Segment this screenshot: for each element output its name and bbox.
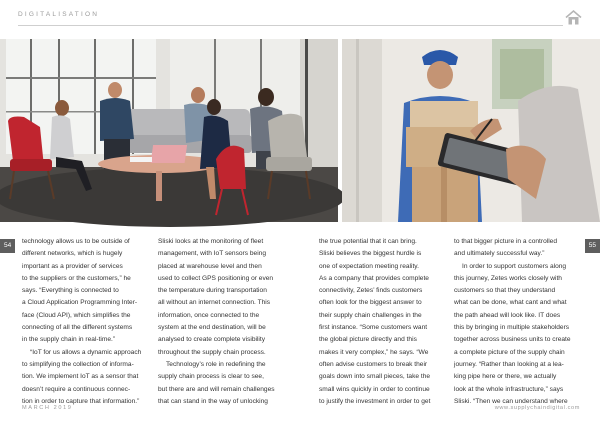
page-number-left: 54 [0, 239, 15, 253]
page-number-right: 55 [585, 239, 600, 253]
office-meeting-photo [0, 39, 338, 249]
article-column-1 [22, 236, 146, 408]
header-rule [18, 25, 563, 26]
column-4-paragraph-1: to that bigger picture in a controlled and ultimately successful way.” [454, 238, 557, 258]
footer-date: MARCH 2019 [22, 405, 73, 411]
article-column-3 [319, 236, 443, 408]
column-1-paragraph-1: technology allows us to be outside of different networks, which is hugely important as a provider of services to the suppliers or the customers,” he says. “Everything is connected to a Cloud Application Programming Inter- face (Cloud API), which simplifies the connecting of all the different systems in the supply chain in real-time.” [22, 238, 138, 344]
article-column-4 [454, 236, 578, 408]
section-title: DIGITALISATION [18, 11, 100, 18]
column-3-paragraph-1: the true potential that it can bring. Sliski believes the biggest hurdle is one of expectation meeting reality. As a company that provides complete connectivity, Zetes’ finds customers often look for the biggest answer to their supply chain challenges in the first instance. “Some customers want the global picture directly and this makes it very complex,” he says. “We often advise customers to break their goals down into small pieces, take the small wins quickly in order to continue to justify the investment in order to get [319, 238, 431, 405]
column-2-paragraph-1: Sliski looks at the monitoring of fleet management, with IoT sensors being placed at warehouse level and then used to collect GPS positioning or even the temperature during transportation all without an internet connection. This information, once connected to the system at the end destination, will be analysed to create complete visibility throughout the supply chain process. [158, 238, 274, 356]
footer-url[interactable]: www.supplychaindigital.com [494, 405, 580, 411]
column-4-paragraph-2: In order to support customers along this journey, Zetes works closely with customers so that they understand what can be done, what cant and what the path ahead will look like. IT does this by bringing in multiple stakeholders together across business units to create a complete picture of the supply chain journey. “Rather than looking at a lea- king pipe here or there, we actually look at the whole infrastructure,” says Sliski. “Then we can understand where [454, 262, 571, 405]
column-2-paragraph-2: Technology’s role in redefining the supply chain process is clear to see, but there are and will remain challenges that can stand in the way of unlocking [158, 360, 275, 405]
column-1-paragraph-2: “IoT for us allows a dynamic approach to simplifying the collection of informa- tion. We implement IoT as a sensor that doesn’t require a continuous connec- tion in order to capture that information.” [22, 348, 142, 405]
article-column-2 [158, 236, 282, 408]
home-icon[interactable] [565, 10, 582, 25]
